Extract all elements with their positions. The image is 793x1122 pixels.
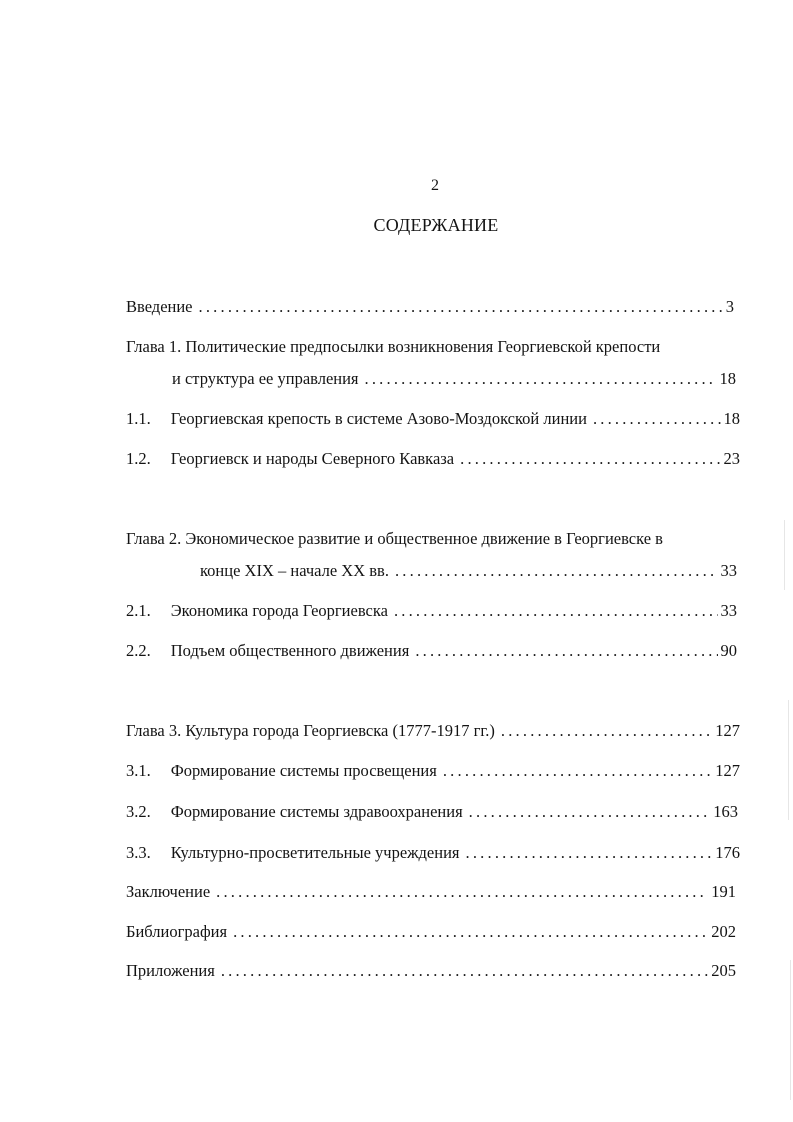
toc-entry-title: Приложения: [126, 961, 215, 980]
toc-entry-chapter-1: [172, 368, 736, 390]
toc-entry-page: 33: [720, 561, 737, 580]
dot-leader: [221, 960, 708, 982]
toc-entry-page: 191: [711, 882, 736, 901]
toc-entry-title: Формирование системы здравоохранения: [170, 802, 463, 821]
toc-section-number: 1.1.: [126, 409, 151, 428]
toc-chapter-2-heading: Глава 2. Экономическое развитие и общественное движение в Георгиевске в: [126, 529, 663, 548]
toc-entry-section-2-1: [126, 600, 737, 622]
toc-entry-section-3-3: [126, 842, 740, 864]
toc-entry-page: 205: [711, 961, 736, 980]
toc-entry-title: Подъем общественного движения: [170, 641, 410, 660]
toc-section-number: 3.2.: [126, 802, 151, 821]
toc-entry-section-1-2: [126, 448, 740, 470]
toc-entry-title: конце XIX – начале XX вв.: [200, 561, 389, 580]
toc-entry-section-3-1: [126, 760, 740, 782]
dot-leader: [395, 560, 718, 582]
toc-entry-title: Заключение: [126, 882, 211, 901]
toc-section-number: 3.3.: [126, 843, 151, 862]
toc-entry-conclusion: [126, 881, 736, 903]
toc-entry-page: 18: [723, 409, 740, 428]
scan-artifact: [790, 960, 791, 1100]
dot-leader: [469, 801, 711, 823]
toc-section-number: 3.1.: [126, 761, 151, 780]
toc-entry-title: и структура ее управления: [172, 369, 359, 388]
toc-entry-page: 18: [719, 369, 736, 388]
toc-entry-section-1-1: [126, 408, 740, 430]
toc-entry-title: Георгиевск и народы Северного Кавказа: [170, 449, 455, 468]
toc-entry-page: 33: [720, 601, 737, 620]
toc-section-number: 1.2.: [126, 449, 151, 468]
dot-leader: [460, 448, 720, 470]
toc-entry-section-2-2: [126, 640, 737, 662]
dot-leader: [415, 640, 717, 662]
toc-entry-page: 176: [715, 843, 740, 862]
toc-entry-title: Экономика города Георгиевска: [170, 601, 388, 620]
dot-leader: [593, 408, 721, 430]
toc-entry-title: Глава 3. Культура города Георгиевска (1777-1917 гг.): [126, 721, 495, 740]
scan-artifact: [784, 520, 785, 590]
toc-entry-chapter-3: [126, 720, 740, 742]
dot-leader: [394, 600, 718, 622]
toc-entry-section-3-2: [126, 801, 738, 823]
toc-chapter-1-heading: Глава 1. Политические предпосылки возникновения Георгиевской крепости: [126, 337, 661, 356]
dot-leader: [365, 368, 717, 390]
toc-entry-page: 127: [715, 721, 740, 740]
dot-leader: [466, 842, 713, 864]
page-title: СОДЕРЖАНИЕ: [373, 215, 499, 235]
dot-leader: [199, 296, 723, 318]
toc-entry-bibliography: [126, 921, 736, 943]
toc-entry-page: 163: [713, 802, 738, 821]
toc-entry-appendices: [126, 960, 736, 982]
toc-entry-title: Введение: [126, 297, 193, 316]
toc-section-number: 2.2.: [126, 641, 151, 660]
toc-entry-title: Георгиевская крепость в системе Азово-Моздокской линии: [170, 409, 587, 428]
toc-section-number: 2.1.: [126, 601, 151, 620]
toc-entry-title: Библиография: [126, 922, 228, 941]
dot-leader: [443, 760, 712, 782]
dot-leader: [233, 921, 708, 943]
toc-entry-chapter-2: [200, 560, 737, 582]
toc-entry-page: 3: [725, 297, 734, 316]
toc-entry-title: Формирование системы просвещения: [170, 761, 437, 780]
toc-entry-page: 90: [720, 641, 737, 660]
dot-leader: [501, 720, 712, 742]
toc-entry-page: 127: [715, 761, 740, 780]
toc-entry-intro: [126, 296, 734, 318]
page-number: 2: [431, 177, 439, 194]
dot-leader: [216, 881, 708, 903]
scan-artifact: [788, 700, 789, 820]
toc-entry-title: Культурно-просветительные учреждения: [170, 843, 460, 862]
toc-entry-page: 23: [723, 449, 740, 468]
toc-entry-page: 202: [711, 922, 736, 941]
